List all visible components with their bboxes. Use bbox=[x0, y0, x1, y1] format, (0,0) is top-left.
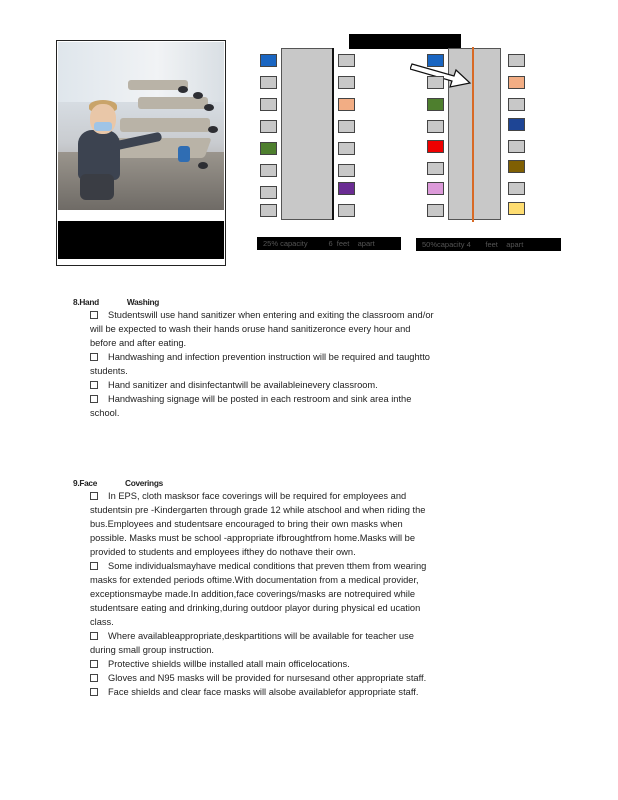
bullet-icon bbox=[90, 688, 98, 696]
left-seat-l1 bbox=[260, 54, 277, 67]
section-8-line: before and after eating. bbox=[90, 338, 187, 348]
bullet-icon bbox=[90, 311, 98, 319]
left-seat-r6 bbox=[338, 164, 355, 177]
left-desk-divider bbox=[332, 48, 334, 220]
section-9-line: Some individualsmayhave medical conditions that preven tthem from wearing bbox=[90, 560, 426, 574]
right-seat-l4 bbox=[427, 120, 444, 133]
section-9-line: Face shields and clear face masks will alsobe availablefor appropriate staff. bbox=[90, 686, 418, 700]
bullet-icon bbox=[90, 353, 98, 361]
left-seat-l8 bbox=[260, 204, 277, 217]
left-seat-r7 bbox=[338, 182, 355, 195]
left-seat-r2 bbox=[338, 76, 355, 89]
section-9-line: class. bbox=[90, 617, 114, 627]
right-seat-l8 bbox=[427, 204, 444, 217]
section-8-line: Handwashing signage will be posted in each restroom and sink area inthe bbox=[90, 393, 411, 407]
left-seat-l3 bbox=[260, 98, 277, 111]
section-8-line: will be expected to wash their hands oruse hand sanitizeronce every hour and bbox=[90, 324, 411, 334]
student-photo bbox=[58, 42, 224, 210]
left-seat-r4 bbox=[338, 120, 355, 133]
section-9-line: Where availableappropriate,deskpartitions will be available for teacher use bbox=[90, 630, 414, 644]
section-9-heading: 9.Face Coverings bbox=[73, 478, 163, 488]
left-seat-l7 bbox=[260, 186, 277, 199]
left-seat-r8 bbox=[338, 204, 355, 217]
left-capacity-caption: 25% capacity 6 feet apart bbox=[257, 237, 401, 250]
right-seat-l6 bbox=[427, 162, 444, 175]
section-9-line: provided to students and employees ifthey do nothave their own. bbox=[90, 547, 356, 557]
section-9-line: possible. Masks must be school -appropriate ifbroughtfrom home.Masks will be bbox=[90, 533, 416, 543]
section-8-line: students. bbox=[90, 366, 128, 376]
section-9-line: Protective shields willbe installed atall main officelocations. bbox=[90, 658, 350, 672]
right-seat-r5 bbox=[508, 140, 525, 153]
right-seat-r7 bbox=[508, 182, 525, 195]
bullet-icon bbox=[90, 562, 98, 570]
bullet-icon bbox=[90, 632, 98, 640]
section-9-line: Gloves and N95 masks will be provided for nursesand other appropriate staff. bbox=[90, 672, 426, 686]
left-teacher-desk bbox=[281, 48, 333, 220]
bullet-icon bbox=[90, 660, 98, 668]
bullet-icon bbox=[90, 674, 98, 682]
section-8-line: Studentswill use hand sanitizer when entering and exiting the classroom and/or bbox=[90, 309, 434, 323]
right-seat-l2 bbox=[427, 76, 444, 89]
section-9-line: In EPS, cloth masksor face coverings will be required for employees and bbox=[90, 490, 406, 504]
right-partition-line bbox=[472, 47, 474, 222]
right-seat-r8 bbox=[508, 202, 525, 215]
section-9-line: exceptionsmaybe made.In addition,face coverings/masks are notrequired while bbox=[90, 589, 416, 599]
diagram-title-redacted bbox=[349, 34, 461, 49]
right-seat-l3 bbox=[427, 98, 444, 111]
section-9-line: during small group instruction. bbox=[90, 645, 215, 655]
photo-caption-redacted bbox=[58, 221, 224, 259]
right-seat-l1 bbox=[427, 54, 444, 67]
left-seat-l5 bbox=[260, 142, 277, 155]
right-seat-r1 bbox=[508, 54, 525, 67]
section-9-line: studentsare eating and drinking,during outdoor playor during physical ed ucation bbox=[90, 603, 421, 613]
section-8-line: Handwashing and infection prevention instruction will be required and taughtto bbox=[90, 351, 430, 365]
left-seat-r1 bbox=[338, 54, 355, 67]
right-seat-r4 bbox=[508, 118, 525, 131]
right-seat-r3 bbox=[508, 98, 525, 111]
section-9-line: bus.Employees and studentsare encouraged to bring their own masks when bbox=[90, 519, 403, 529]
left-seat-l6 bbox=[260, 164, 277, 177]
right-seat-r6 bbox=[508, 160, 525, 173]
classroom-photo-frame bbox=[56, 40, 226, 266]
section-8-heading: 8.Hand Washing bbox=[73, 297, 160, 307]
bullet-icon bbox=[90, 492, 98, 500]
section-9-line: masks for extended periods oftime.With documentation from a medical provider, bbox=[90, 575, 419, 585]
section-8-line: school. bbox=[90, 408, 120, 418]
left-seat-r3 bbox=[338, 98, 355, 111]
section-8-line: Hand sanitizer and disinfectantwill be availableinevery classroom. bbox=[90, 379, 378, 393]
right-capacity-caption: 50%capacity 4 feet apart bbox=[416, 238, 561, 251]
bullet-icon bbox=[90, 395, 98, 403]
right-seat-l5 bbox=[427, 140, 444, 153]
section-9-line: studentsin pre -Kindergarten through grade 12 while atschool and when riding the bbox=[90, 505, 426, 515]
left-seat-l2 bbox=[260, 76, 277, 89]
right-seat-r2 bbox=[508, 76, 525, 89]
left-seat-r5 bbox=[338, 142, 355, 155]
bullet-icon bbox=[90, 381, 98, 389]
left-seat-l4 bbox=[260, 120, 277, 133]
right-seat-l7 bbox=[427, 182, 444, 195]
